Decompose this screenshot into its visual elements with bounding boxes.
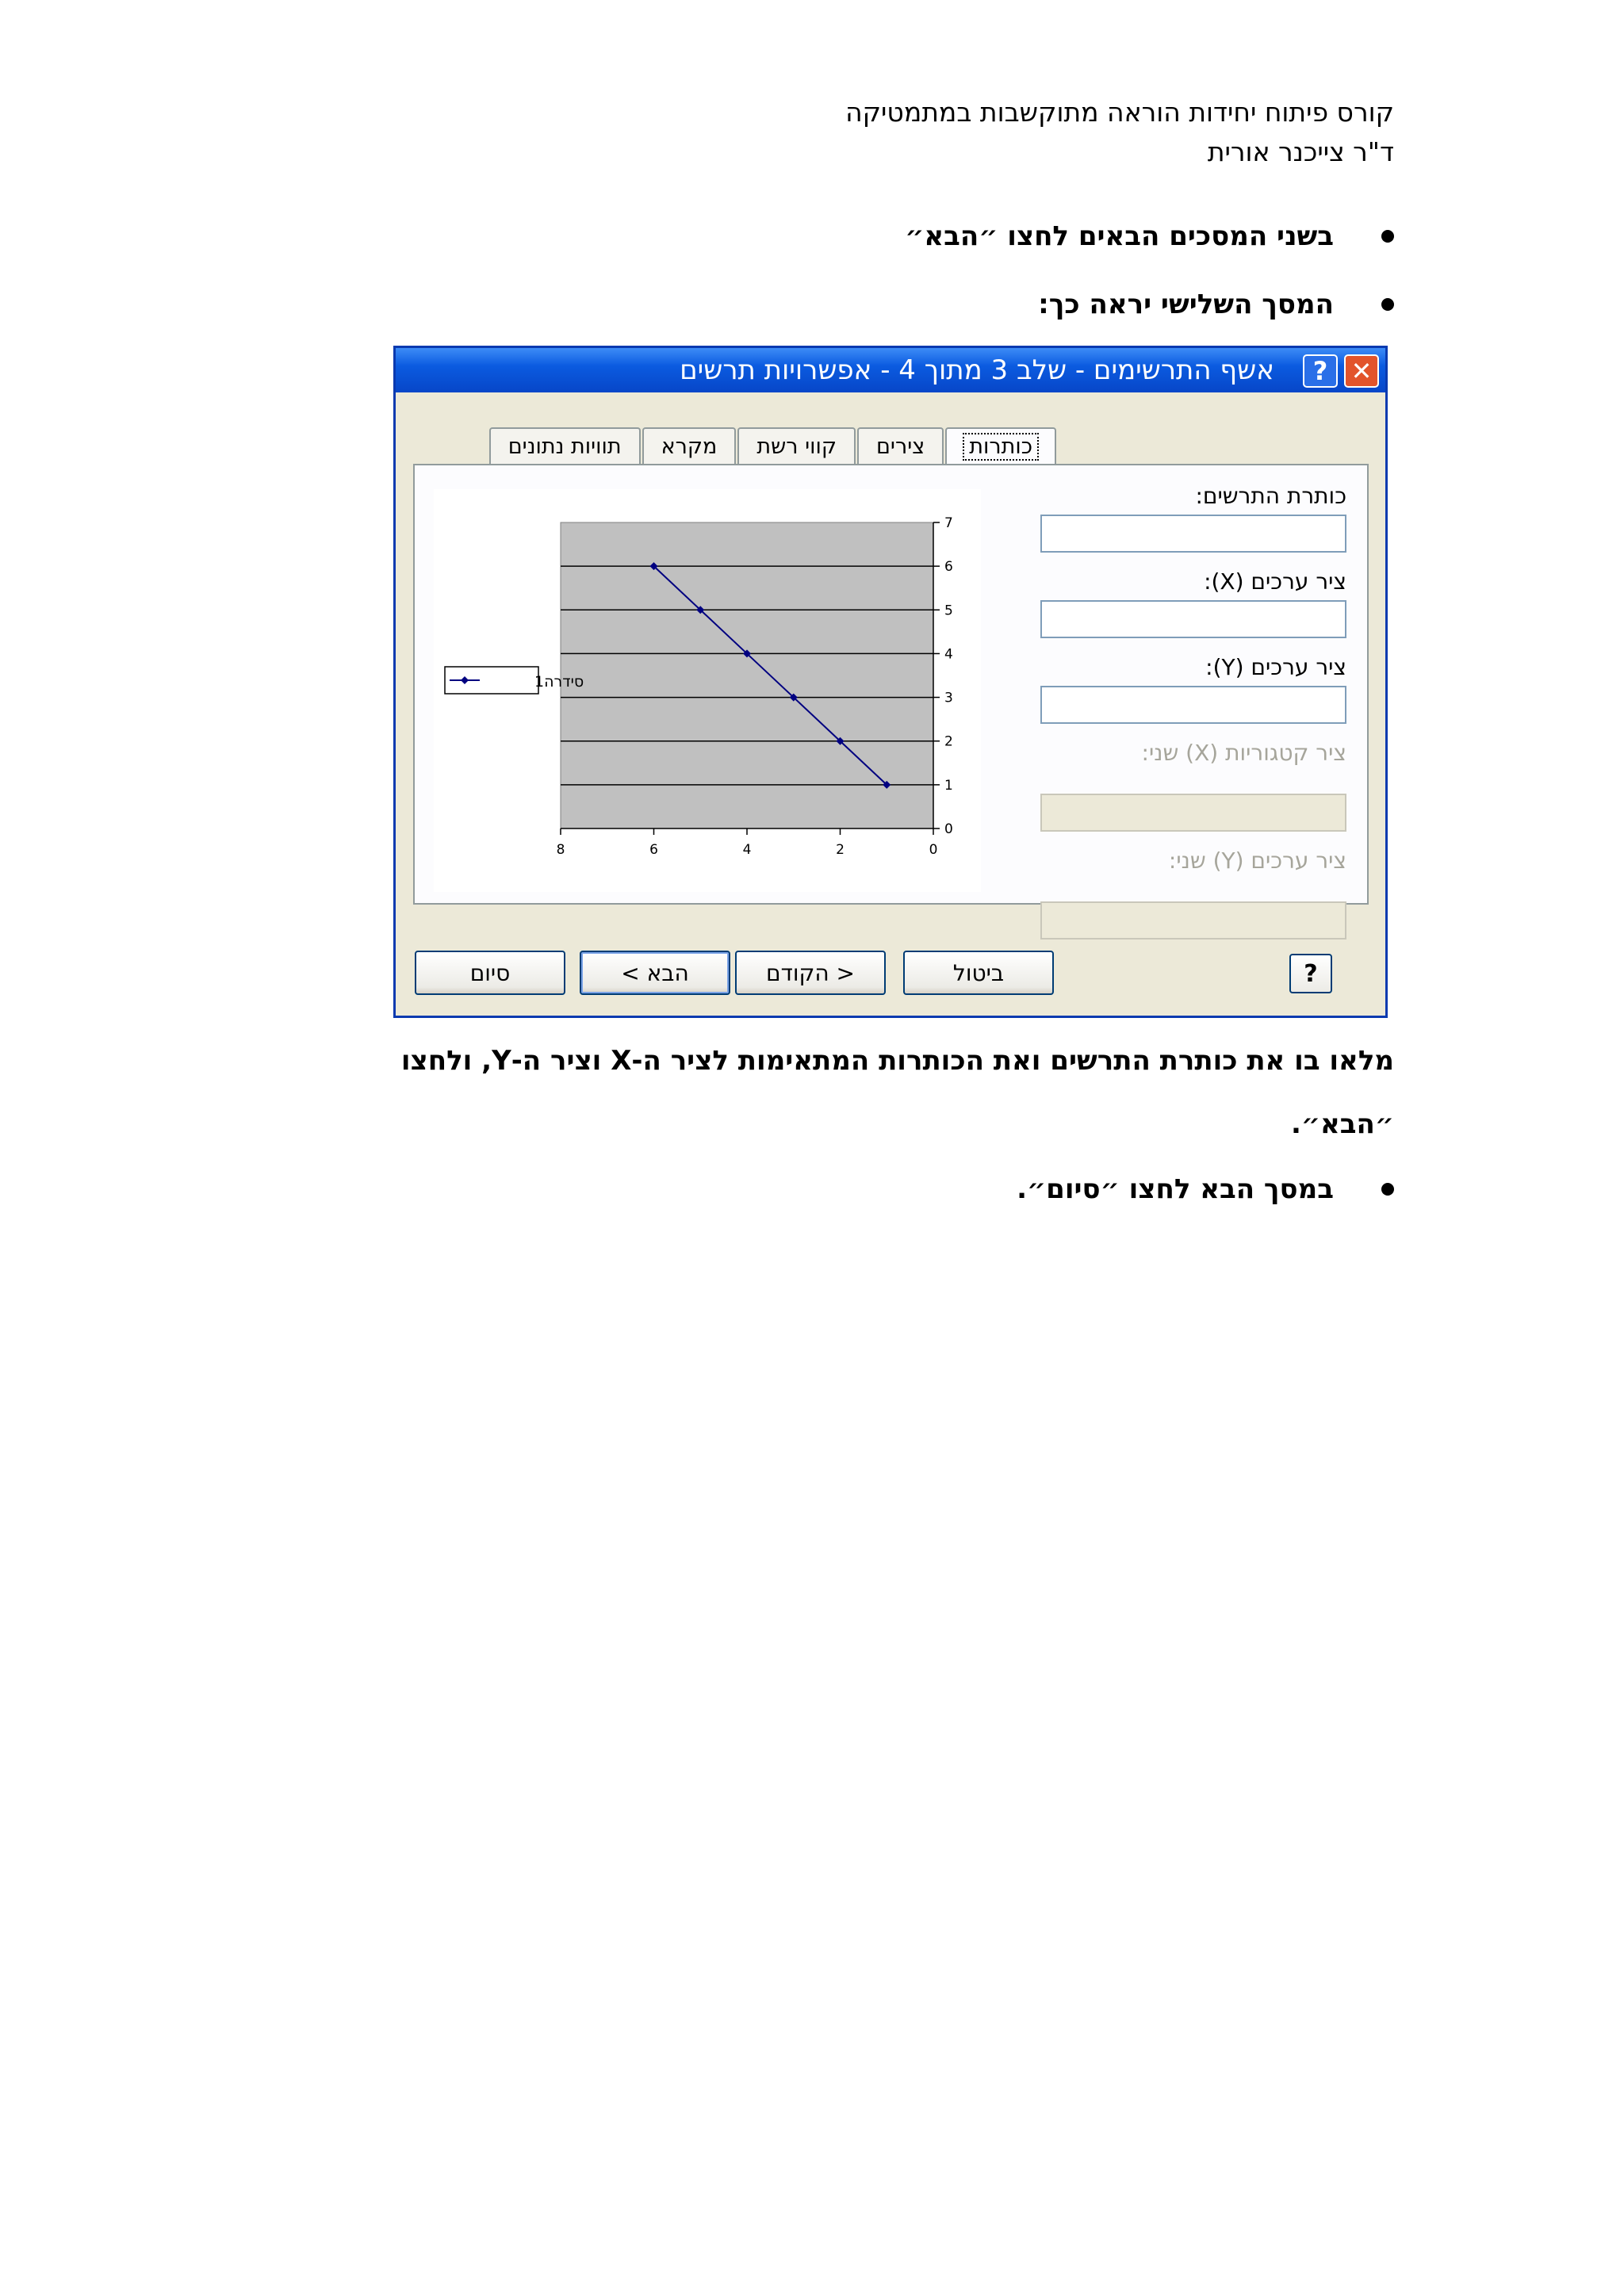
legend-label: סידרה1 [534,673,584,691]
field-label: ציר ערכים (X): [1204,568,1346,595]
bullet-item-3 [1017,1173,1394,1205]
x-tick-label: 2 [836,842,845,858]
plot-area [561,522,933,828]
x-tick-label: 6 [649,842,658,858]
y-tick-label: 3 [944,690,953,706]
y-tick-label: 7 [944,515,953,531]
field-input[interactable] [1040,686,1346,724]
bullet-text-1: בשני המסכים הבאים לחצו ״הבא״ [905,220,1334,252]
field-input[interactable] [1040,515,1346,553]
bullet-text-2: המסך השלישי יראה כך: [1038,289,1334,320]
tab-gridlines[interactable] [737,427,856,464]
tab-data-labels[interactable] [489,427,641,464]
y-tick-label: 0 [944,821,953,837]
tab-panel [413,464,1369,905]
tab-label: מקרא [661,434,718,459]
instruction-line-1: מלאו בו את כותרת התרשים ואת הכותרות המתאימות לציר ה-X וציר ה-Y, ולחצו [400,1045,1394,1077]
bullet-text-3: במסך הבא לחצו ״סיום״. [1017,1173,1334,1205]
field-label: ציר ערכים (Y): [1205,654,1346,680]
tab-label: תוויות נתונים [508,434,622,459]
cancel-button[interactable]: ביטול [903,951,1054,995]
x-tick-label: 0 [929,842,938,858]
chart-preview [434,489,981,892]
tab-strip [488,427,1056,464]
field-input [1040,901,1346,939]
field-input [1040,794,1346,832]
bullet-dot-icon [1381,230,1394,243]
tab-label: כותרות [964,434,1037,459]
bullet-item-2 [1038,289,1394,320]
field-label: ציר קטגוריות (X) שני: [1141,740,1346,766]
help-icon[interactable]: ? [1303,354,1338,388]
titles-fields [998,483,1346,955]
finish-button[interactable]: סיום [415,951,565,995]
close-icon[interactable]: ✕ [1344,354,1379,388]
dialog-button-row [396,951,1385,998]
bullet-dot-icon [1381,298,1394,311]
x-tick-label: 8 [556,842,565,858]
tab-axes[interactable] [857,427,944,464]
tab-legend[interactable] [642,427,737,464]
field-label: ציר ערכים (Y) שני: [1168,848,1346,874]
chart-wizard-dialog [393,346,1388,1018]
tab-label: צירים [876,434,925,459]
y-tick-label: 2 [944,733,953,750]
help-button[interactable]: ? [1289,954,1332,993]
course-title: קורס פיתוח יחידות הוראה מתוקשבות במתמטיקה [845,97,1394,128]
y-tick-label: 6 [944,559,953,576]
y-tick-label: 4 [944,646,953,663]
field-input[interactable] [1040,600,1346,638]
back-button[interactable]: < הקודם [735,951,886,995]
bullet-dot-icon [1381,1183,1394,1196]
tab-label: קווי רשת [756,434,837,459]
tab-titles[interactable] [945,427,1056,464]
y-tick-label: 5 [944,603,953,619]
dialog-title: אשף התרשימים - שלב 3 מתוך 4 - אפשרויות תרשים [680,354,1274,386]
author-name: ד"ר צייכנר אורית [1207,136,1394,167]
x-tick-label: 4 [742,842,752,858]
field-label: כותרת התרשים: [1195,483,1346,509]
instruction-line-2: ״הבא״. [1290,1108,1394,1140]
y-tick-label: 1 [944,777,953,794]
bullet-item-1 [905,220,1394,252]
dialog-titlebar [396,348,1385,392]
line-chart [434,489,981,892]
next-button[interactable]: הבא > [580,951,730,995]
